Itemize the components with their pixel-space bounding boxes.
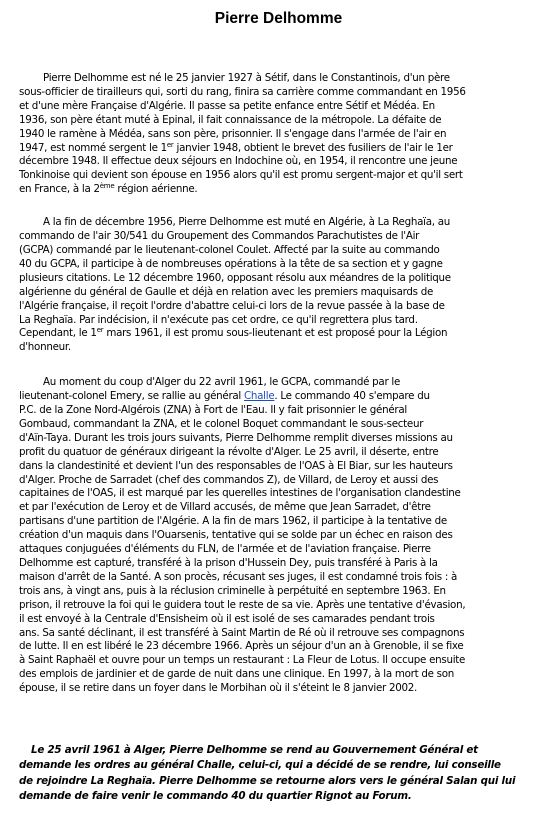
text-line: La Reghaïa. Par indécision, il n'exécute pas cet ordre, ce qu'il regrettera plus tard. xyxy=(19,313,418,326)
text-line: maison d'arrêt de la Santé. A son procès, récusant ses juges, il est condamné trois fois : à xyxy=(19,570,458,583)
text-line: Cependant, le 1er mars 1961, il est promu sous-lieutenant et est proposé pour la Légion xyxy=(19,326,448,340)
text-line: profit du quatuor de généraux dirigeant la révolte d'Alger. Le 25 avril, il déserte, entre xyxy=(19,445,439,458)
text-line: Pierre Delhomme est né le 25 janvier 1927 à Sétif, dans le Constantinois, d'un père xyxy=(43,72,450,84)
text-line: Gombaud, commandant la ZNA, et le colonel Boquet commandant le sous-secteur xyxy=(19,417,424,430)
challe-link[interactable]: Challe xyxy=(244,390,275,403)
text-line: de lutte. Il en est libéré le 23 décembre 1966. Après un séjour d'un an à Grenoble, il se fixe xyxy=(19,640,464,653)
text-line: 40 du GCPA, il participe à de nombreuses opérations à la tête de sa section et y gagne xyxy=(19,257,443,270)
paragraph-early-life xyxy=(19,72,538,197)
text-line: sous-officier de tirailleurs qui, sorti du rang, finira sa carrière comme commandant en 1956 xyxy=(19,85,466,98)
text-line: Delhomme est capturé, transféré à la prison d'Hussein Dey, puis transféré à Paris à la xyxy=(19,557,438,569)
note-line: demande les ordres au général Challe, celui-ci, qui a décidé de se rendre, lui conseille xyxy=(19,759,501,772)
text-line: et par l'exécution de Leroy et de Villard accusés, de même que Jean Sarradet, d'être xyxy=(19,501,431,514)
note-line: de rejoindre La Reghaïa. Pierre Delhomme se retourne alors vers le général Salan qui lui xyxy=(19,774,516,787)
text-line: et d'une mère Française d'Algérie. Il passe sa petite enfance entre Sétif et Médéa. En xyxy=(19,99,435,112)
text-line: 1936, son père étant muté à Epinal, il fait connaissance de la métropole. La défaite de xyxy=(19,113,442,126)
text-line: d'Alger. Proche de Sarradet (chef des commandos Z), de Villard, de Leroy et aussi des xyxy=(19,473,439,486)
text-line: trois ans, à vingt ans, puis à la réclusion criminelle à perpétuité en septembre 1963. En xyxy=(19,584,446,597)
text-line: plusieurs citations. Le 12 décembre 1960, opposant résolu aux méandres de la politique xyxy=(19,271,451,284)
text-line: à Saint Raphaël et ouvre pour un temps un restaurant : La Fleur de Lotus. Il occupe ensuite xyxy=(19,654,466,667)
ordinal-superscript: ème xyxy=(99,182,115,191)
note-line: demande de faire venir le commando 40 du quartier Rignot au Forum. xyxy=(19,790,412,803)
paragraph-algeria-service xyxy=(19,216,538,355)
note-line: Le 25 avril 1961 à Alger, Pierre Delhomme se rend au Gouvernement Général et xyxy=(31,744,478,756)
text-line: (GCPA) commandé par le lieutenant-colonel Coulet. Affecté par la suite au commando xyxy=(19,243,440,256)
text-line: épouse, il se retire dans un foyer dans le Morbihan où il s'éteint le 8 janvier 2002. xyxy=(19,682,418,695)
text-line: création d'un maquis dans l'Ouarsenis, tentative qui se solde par un échec en raison des xyxy=(19,529,453,542)
text-line: attaques conjuguées d'éléments du FLN, de l'armée et de l'aviation française. Pierre xyxy=(19,543,431,556)
text-line: d'Aïn-Taya. Durant les trois jours suivants, Pierre Delhomme remplit diverses missions au xyxy=(19,431,453,444)
text-line: commando de l'air 30/541 du Groupement des Commandos Parachutistes de l'Air xyxy=(19,230,420,243)
ordinal-superscript: er xyxy=(96,326,104,335)
closing-note xyxy=(19,743,515,805)
text-line: 1947, est nommé sergent le 1er janvier 1948, obtient le brevet des fusiliers de l'air le 1er xyxy=(19,140,453,154)
text-line: Au moment du coup d'Alger du 22 avril 1961, le GCPA, commandé par le xyxy=(43,376,401,389)
text-line: Tonkinoise qui devient son épouse en 1956 alors qu'il est promu sergent-major et qu'il sert xyxy=(19,169,463,182)
text-line: d'honneur. xyxy=(19,341,71,354)
text-line: P.C. de la Zone Nord-Algérois (ZNA) à Fort de l'Eau. Il y fait prisonnier le général xyxy=(19,404,407,417)
text-line: dans la clandestinité et devient l'un des responsables de l'OAS à El Biar, sur les hauteurs xyxy=(19,459,453,472)
text-line: capitaines de l'OAS, il est marqué par les querelles intestines de l'organisation clandestine xyxy=(19,487,461,500)
text-line: il est envoyé à la Centrale d'Ensisheim où il est isolé de ses camarades pendant trois xyxy=(19,612,435,625)
text-line: prison, il retrouve la foi qui le guidera tout le reste de sa vie. Après une tentative d'évasion, xyxy=(19,598,466,611)
text-line: ans. Sa santé déclinant, il est transféré à Saint Martin de Ré où il retrouve ses compagnons xyxy=(19,626,465,639)
paragraph-putsch-and-oas xyxy=(19,376,538,696)
text-line: l'Algérie française, il reçoit l'ordre d'abattre celui-ci lors de la revue passée à la base de xyxy=(19,299,445,312)
text-line: décembre 1948. Il effectue deux séjours en Indochine où, en 1954, il rencontre une jeune xyxy=(19,155,458,168)
text-line: 1940 le ramène à Médéa, sans son père, prisonnier. Il s'engage dans l'armée de l'air en xyxy=(19,127,447,140)
text-line: lieutenant-colonel Emery, se rallie au général Challe. Le commando 40 s'empare du xyxy=(19,390,430,403)
text-line: en France, à la 2ème région aérienne. xyxy=(19,182,198,196)
text-line: des emplois de jardinier et de garde de nuit dans une clinique. En 1997, à la mort de son xyxy=(19,668,455,681)
ordinal-superscript: er xyxy=(166,140,174,149)
page-title: Pierre Delhomme xyxy=(214,10,343,27)
text-line: A la fin de décembre 1956, Pierre Delhomme est muté en Algérie, à La Reghaïa, au xyxy=(43,216,451,229)
text-line: algérienne du général de Gaulle et déjà en relation avec les premiers maquisards de xyxy=(19,285,434,298)
text-line: partisans d'une partition de l'Algérie. A la fin de mars 1962, il participe à la tentative de xyxy=(19,515,447,528)
